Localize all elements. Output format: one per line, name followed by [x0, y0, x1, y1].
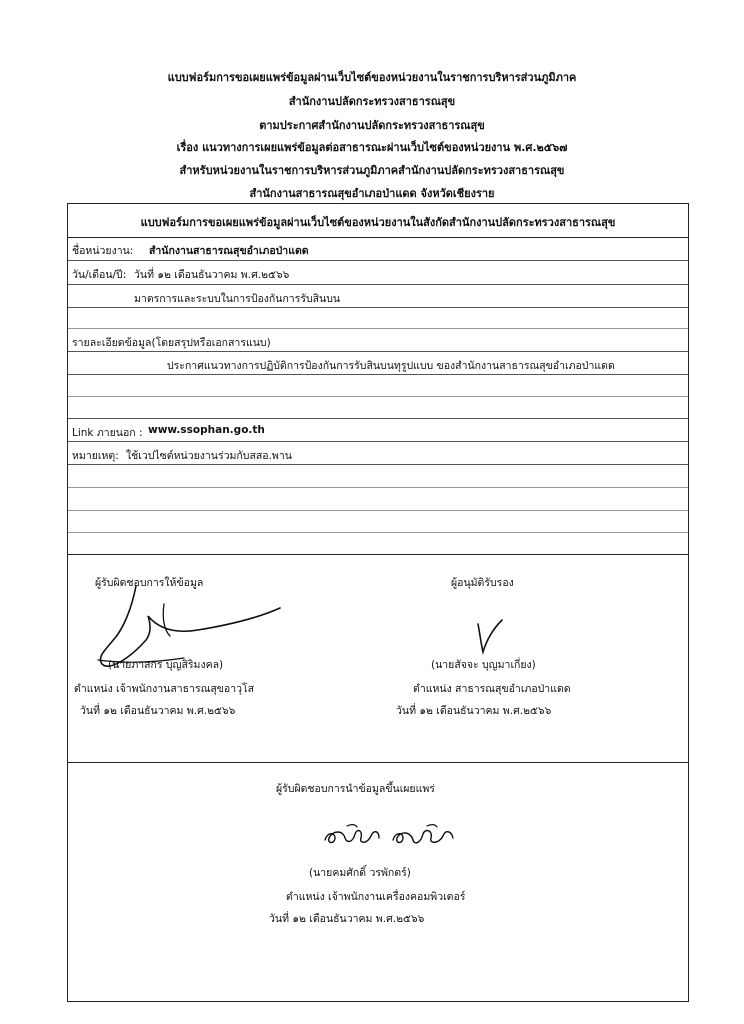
divider: [68, 396, 688, 397]
agency-value: สำนักงานสาธารณสุขอำเภอป่าแดด: [149, 245, 309, 257]
link-label: Link ภายนอก :: [72, 427, 143, 439]
topic-value: มาตรการและระบบในการป้องกันการรับสินบน: [134, 293, 341, 305]
divider: [68, 237, 688, 238]
note-value: ใช้เวปไซต์หน่วยงานร่วมกับสสอ.พาน: [126, 450, 292, 462]
divider: [68, 418, 688, 419]
header-line-4: เรื่อง แนวทางการเผยแพร่ข้อมูลต่อสาธารณะผ่านเว็บไซต์ของหน่วยงาน พ.ศ.๒๕๖๗: [176, 141, 568, 154]
bottom-signer-position: ตำแหน่ง เจ้าพนักงานเครื่องคอมพิวเตอร์: [286, 891, 466, 903]
header-line-5: สำหรับหน่วยงานในราชการบริหารส่วนภูมิภาคสำนักงานปลัดกระทรวงสาธารณสุข: [179, 164, 565, 177]
right-signer-role: ผู้อนุมัติรับรอง: [451, 577, 514, 589]
right-signer-name: (นายสัจจะ บุญมาเกี่ยง): [431, 659, 536, 671]
divider: [68, 441, 688, 442]
agency-label: ชื่อหน่วยงาน:: [72, 245, 134, 257]
right-signer-position: ตำแหน่ง สาธารณสุขอำเภอป่าแดด: [413, 683, 571, 695]
divider: [68, 260, 688, 261]
header-line-1: แบบฟอร์มการขอเผยแพร่ข้อมูลผ่านเว็บไซต์ของหน่วยงานในราชการบริหารส่วนภูมิภาค: [167, 71, 577, 84]
date-value: วันที่ ๑๒ เดือนธันวาคม พ.ศ.๒๕๖๖: [134, 269, 290, 281]
detail-value: ประกาศแนวทางการปฏิบัติการป้องกันการรับสินบนทุรูปแบบ ของสำนักงานสาธารณสุขอำเภอป่าแดด: [167, 360, 615, 372]
divider: [68, 510, 688, 511]
divider: [68, 351, 688, 352]
right-signer-date: วันที่ ๑๒ เดือนธันวาคม พ.ศ.๒๕๖๖: [396, 705, 552, 717]
section-divider: [68, 762, 688, 763]
divider: [68, 328, 688, 329]
left-signer-role: ผู้รับผิดชอบการให้ข้อมูล: [95, 577, 204, 589]
divider: [68, 532, 688, 533]
left-signer-date: วันที่ ๑๒ เดือนธันวาคม พ.ศ.๒๕๖๖: [80, 705, 236, 717]
detail-label: รายละเอียดข้อมูล(โดยสรุปหรือเอกสารแนบ): [72, 337, 271, 349]
divider: [68, 284, 688, 285]
left-signer-name: (นายภาสกร บุญสิริมงคล): [108, 659, 224, 671]
header-line-2: สำนักงานปลัดกระทรวงสาธารณสุข: [288, 95, 456, 108]
link-value: www.ssophan.go.th: [148, 424, 265, 436]
section-divider: [68, 554, 688, 555]
bottom-signer-date: วันที่ ๑๒ เดือนธันวาคม พ.ศ.๒๕๖๖: [269, 913, 425, 925]
form-frame: [67, 203, 689, 1002]
bottom-signer-name: (นายคมศักดิ์ วรพักตร์): [309, 867, 411, 879]
bottom-signer-role: ผู้รับผิดชอบการนำข้อมูลขึ้นเผยแพร่: [276, 783, 435, 795]
divider: [68, 487, 688, 488]
header-line-3: ตามประกาศสำนักงานปลัดกระทรวงสาธารณสุข: [259, 119, 485, 132]
date-label: วัน/เดือน/ปี:: [72, 269, 127, 281]
header-line-6: สำนักงานสาธารณสุขอำเภอป่าแดด จังหวัดเชียงราย: [249, 187, 495, 200]
divider: [68, 307, 688, 308]
divider: [68, 464, 688, 465]
form-title: แบบฟอร์มการขอเผยแพร่ข้อมูลผ่านเว็บไซต์ของหน่วยงานในสังกัดสำนักงานปลัดกระทรวงสาธารณสุข: [140, 216, 616, 229]
right-signature: [464, 616, 524, 656]
note-label: หมายเหตุ:: [72, 450, 119, 462]
divider: [68, 374, 688, 375]
left-signer-position: ตำแหน่ง เจ้าพนักงานสาธารณสุขอาวุโส: [74, 683, 255, 695]
bottom-signature: [321, 822, 461, 852]
